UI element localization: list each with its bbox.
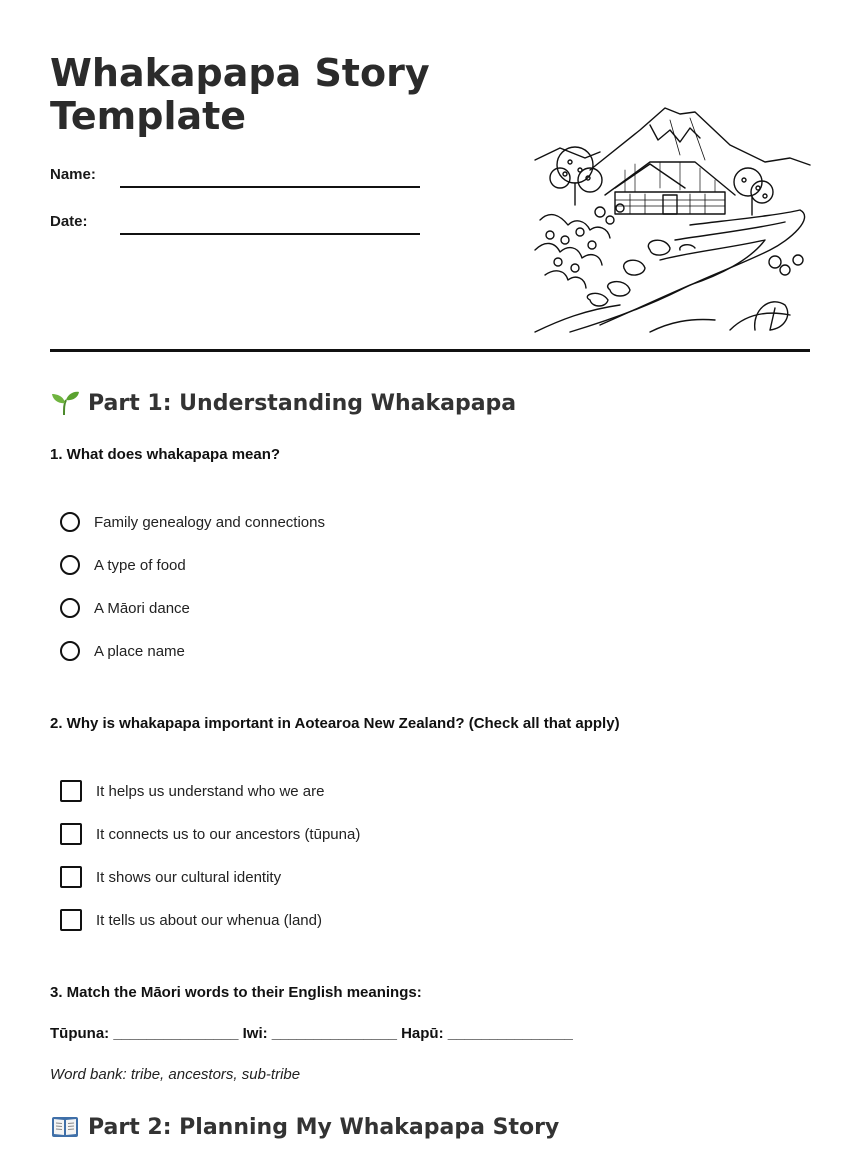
option-label: A Māori dance: [94, 599, 190, 617]
q1-option-radio[interactable]: [60, 509, 325, 535]
checkbox[interactable]: [60, 780, 82, 802]
radio-button[interactable]: [60, 641, 80, 661]
marae-landscape-illustration: [530, 100, 815, 335]
date-field[interactable]: [50, 213, 430, 243]
option-label: A place name: [94, 642, 185, 660]
q1-option-radio[interactable]: [60, 638, 185, 664]
part2-heading: [50, 1114, 559, 1140]
radio-button[interactable]: [60, 598, 80, 618]
q1-option-radio[interactable]: [60, 552, 186, 578]
option-label: It connects us to our ancestors (tūpuna): [96, 825, 361, 843]
checkbox[interactable]: [60, 823, 82, 845]
option-label: It shows our cultural identity: [96, 868, 282, 886]
page-title: Whakapapa Story Template: [50, 51, 430, 138]
date-input-line[interactable]: [120, 233, 420, 235]
match-answer-line[interactable]: Tūpuna: _______________ Iwi: _______________ Hapū: _______________: [50, 1025, 573, 1042]
q2-option-checkbox[interactable]: [60, 778, 324, 804]
q2-option-checkbox[interactable]: [60, 907, 322, 933]
part2-heading-text: Part 2: Planning My Whakapapa Story: [88, 1114, 560, 1140]
part1-heading-text: Part 1: Understanding Whakapapa: [88, 390, 517, 416]
question-2: 2. Why is whakapapa important in Aotearoa New Zealand? (Check all that apply): [50, 715, 620, 732]
q2-option-checkbox[interactable]: [60, 864, 281, 890]
open-book-icon: [50, 1114, 80, 1140]
part1-heading: [50, 390, 516, 416]
q1-option-radio[interactable]: [60, 595, 190, 621]
date-label: Date:: [50, 213, 88, 230]
radio-button[interactable]: [60, 555, 80, 575]
word-bank: Word bank: tribe, ancestors, sub-tribe: [50, 1066, 301, 1083]
question-3: 3. Match the Māori words to their English meanings:: [50, 984, 422, 1001]
option-label: It tells us about our whenua (land): [96, 911, 322, 929]
name-input-line[interactable]: [120, 186, 420, 188]
option-label: It helps us understand who we are: [96, 782, 325, 800]
q2-option-checkbox[interactable]: [60, 821, 360, 847]
option-label: A type of food: [94, 556, 186, 574]
seedling-icon: [50, 390, 80, 416]
name-field[interactable]: [50, 166, 430, 196]
name-label: Name:: [50, 166, 96, 183]
checkbox[interactable]: [60, 909, 82, 931]
radio-button[interactable]: [60, 512, 80, 532]
checkbox[interactable]: [60, 866, 82, 888]
option-label: Family genealogy and connections: [94, 513, 325, 531]
section-divider: [50, 349, 810, 352]
question-1: 1. What does whakapapa mean?: [50, 446, 281, 463]
